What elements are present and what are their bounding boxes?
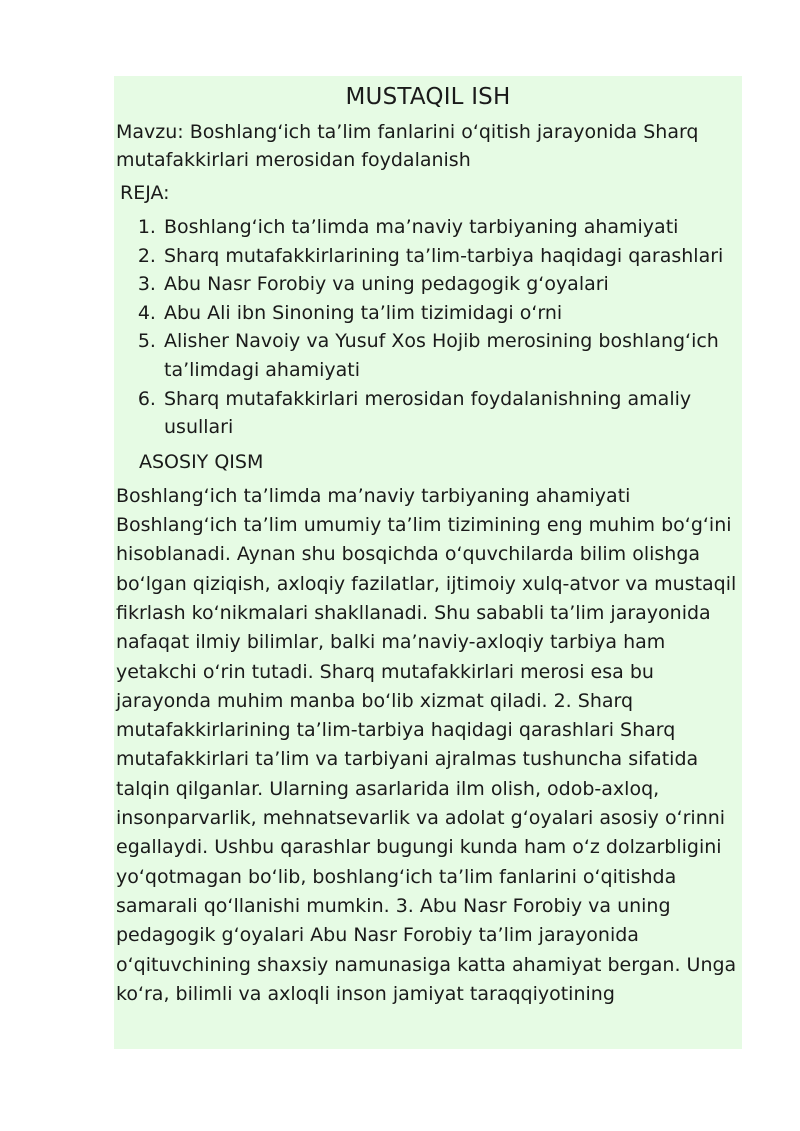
plan-list [114,213,742,442]
document-page [114,76,742,1049]
plan-item: 2. Sharq mutafakkirlarining ta’lim-tarbiya haqidagi qarashlari [162,242,742,271]
plan-item: 6. Sharq mutafakkirlari merosidan foydalanishning amaliy usullari [162,385,742,442]
plan-item: 4. Abu Ali ibn Sinoning ta’lim tizimidagi o‘rni [162,299,742,328]
topic-line: Mavzu: Boshlang‘ich ta’lim fanlarini o‘qitish jarayonida Sharq mutafakkirlari merosidan foydalanish [116,121,699,171]
document-title: MUSTAQIL ISH [345,84,511,110]
plan-item: 1. Boshlang‘ich ta’limda ma’naviy tarbiyaning ahamiyati [162,213,742,242]
body-paragraph: Boshlang‘ich ta’limda ma’naviy tarbiyaning ahamiyati Boshlang‘ich ta’lim umumiy ta’lim tizimining eng muhim bo‘g‘ini hisoblanadi. Aynan shu bosqichda o‘quvchilarda bilim olishga bo‘lgan qiziqish, axloqiy fazilatlar, ijtimoiy xulq-atvor va mustaqil fikrlash ko‘nikmalari shakllanadi. Shu sababli ta’lim jarayonida nafaqat ilmiy bilimlar, balki ma’naviy-axloqiy tarbiya ham yetakchi o‘rin tutadi. Sharq mutafakkirlari merosi esa bu jarayonda muhim manba bo‘lib xizmat qiladi. 2. Sharq mutafakkirlarining ta’lim-tarbiya haqidagi qarashlari Sharq mutafakkirlari ta’lim va tarbiyani ajralmas tushuncha sifatida talqin qilganlar. Ularning asarlarida ilm olish, odob-axloq, insonparvarlik, mehnatsevarlik va adolat g‘oyalari asosiy o‘rinni egallaydi. Ushbu qarashlar bugungi kunda ham o‘z dolzarbligini yo‘qotmagan bo‘lib, boshlang‘ich ta’lim fanlarini o‘qitishda samarali qo‘llanishi mumkin. 3. Abu Nasr Forobiy va uning pedagogik g‘oyalari Abu Nasr Forobiy ta’lim jarayonida o‘qituvchining shaxsiy namunasiga katta ahamiyat bergan. Unga ko‘ra, bilimli va axloqli inson jamiyat taraqqiyotining [116,484,737,1005]
plan-heading: REJA: [120,182,170,204]
main-heading: ASOSIY QISM [139,450,264,473]
plan-item: 3. Abu Nasr Forobiy va uning pedagogik g‘oyalari [162,270,742,299]
plan-item: 5. Alisher Navoiy va Yusuf Xos Hojib merosining boshlang‘ich ta’limdagi ahamiyati [162,327,742,384]
